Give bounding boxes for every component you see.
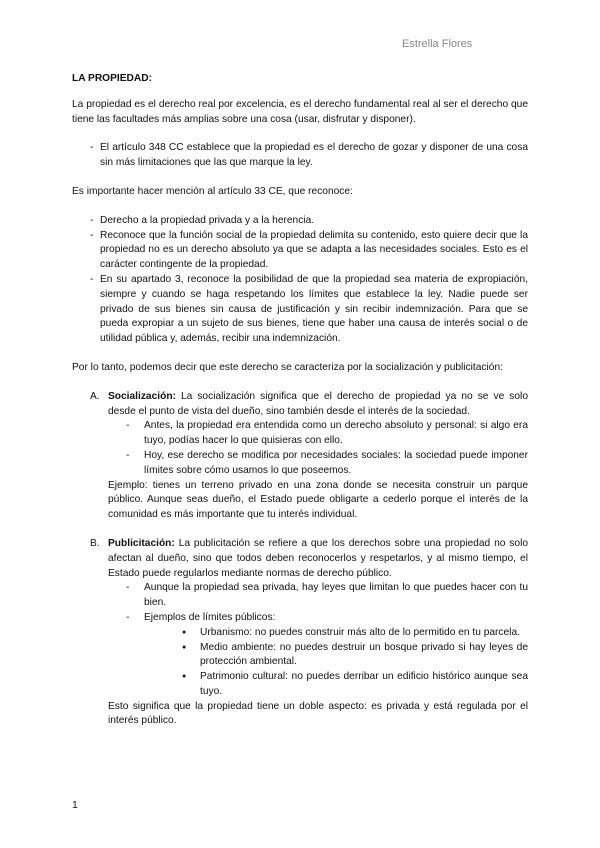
list-item: ● Urbanismo: no puedes construir más alto de lo permitido en tu parcela. [182,626,528,641]
socializacion-example: Ejemplo: tienes un terreno privado en una zona donde se necesita construir un parque público. Aunque seas dueño, el Estado puede obligarte a cederlo porque el interés de la comunidad es más importante que tu interés individual. [108,479,528,521]
characteristics-list [90,390,528,730]
art33-intro: Es importante hacer mención al artículo 33 CE, que reconoce: [72,185,353,197]
art33-list [72,214,528,347]
list-item: - Aunque la propiedad sea privada, hay leyes que limitan lo que puedes hacer con tu bien. [108,581,528,611]
header-author: Estrella Flores [402,38,473,50]
publicitacion-paragraph [108,537,528,581]
socializacion-text: La socialización significa que el derecho de propiedad ya no se ve solo desde el punto de vista del dueño, sino también desde el interés de la sociedad. [108,390,528,417]
socializacion-paragraph [108,390,528,420]
list-item: ● Patrimonio cultural: no puedes derribar un edificio histórico aunque sea tuyo. [182,670,528,700]
list-item: - Reconoce que la función social de la propiedad delimita su contenido, esto quiere decir que la propiedad no es un derecho absoluto ya que se adapta a las necesidades sociales. Esto es el carácter contingente de la propiedad. [72,229,528,273]
publicitacion-closing: Esto significa que la propiedad tiene un doble aspecto: es privada y está regulada por el interés público. [108,700,528,727]
list-item: - En su apartado 3, reconoce la posibilidad de que la propiedad sea materia de expropiación, siempre y cuando se haga respetando los límites que establece la ley. Nadie puede ser privado de sus bienes sin causa de justificación y sin recibir indemnización. Para que se pueda expropiar a un sujeto de sus bienes, tiene que haber una causa de interés social o de utilidad pública y, además, recibir una indemnización. [72,273,528,347]
conclusion-paragraph: Por lo tanto, podemos decir que este derecho se caracteriza por la socialización y publicitación: [72,361,503,373]
publicitacion-items [108,581,528,699]
publicitacion-text: La publicitación se refiere a que los derechos sobre una propiedad no solo afectan al dueño, sino que todos deben reconocerlos y respetarlos, y al mismo tiempo, el Estado puede regularlos mediante normas de derecho público. [108,537,528,579]
socializacion-heading: Socialización: [108,390,176,402]
list-item: - Hoy, ese derecho se modifica por necesidades sociales: la sociedad puede imponer límites sobre cómo usamos lo que poseemos. [108,449,528,479]
page-title: LA PROPIEDAD: [72,73,152,84]
list-marker: A. [90,390,100,402]
examples-label: Ejemplos de límites públicos: [144,611,276,623]
list-marker: B. [90,537,100,549]
publicitacion-section [90,537,528,729]
art348-list [72,141,528,171]
document-body [72,72,528,743]
publicitacion-heading: Publicitación: [108,537,175,549]
intro-paragraph: La propiedad es el derecho real por excelencia, es el derecho fundamental real al ser el derecho que tiene las facultades más amplias sobre una cosa (usar, disfrutar y disponer). [72,98,528,125]
list-item: - Antes, la propiedad era entendida como un derecho absoluto y personal: si algo era tuyo, podías hacer lo que quisieras con ello. [108,419,528,449]
list-item: - El artículo 348 CC establece que la propiedad es el derecho de gozar y disponer de una cosa sin más limitaciones que las que marque la ley. [72,141,528,171]
list-item [108,611,528,700]
socializacion-items [108,419,528,478]
list-item: - Derecho a la propiedad privada y a la herencia. [72,214,528,229]
list-item: ● Medio ambiente: no puedes destruir un bosque privado si hay leyes de protección ambiental. [182,641,528,671]
socializacion-section [90,390,528,523]
page-number: 1 [72,799,78,811]
public-limits-examples [144,626,528,700]
